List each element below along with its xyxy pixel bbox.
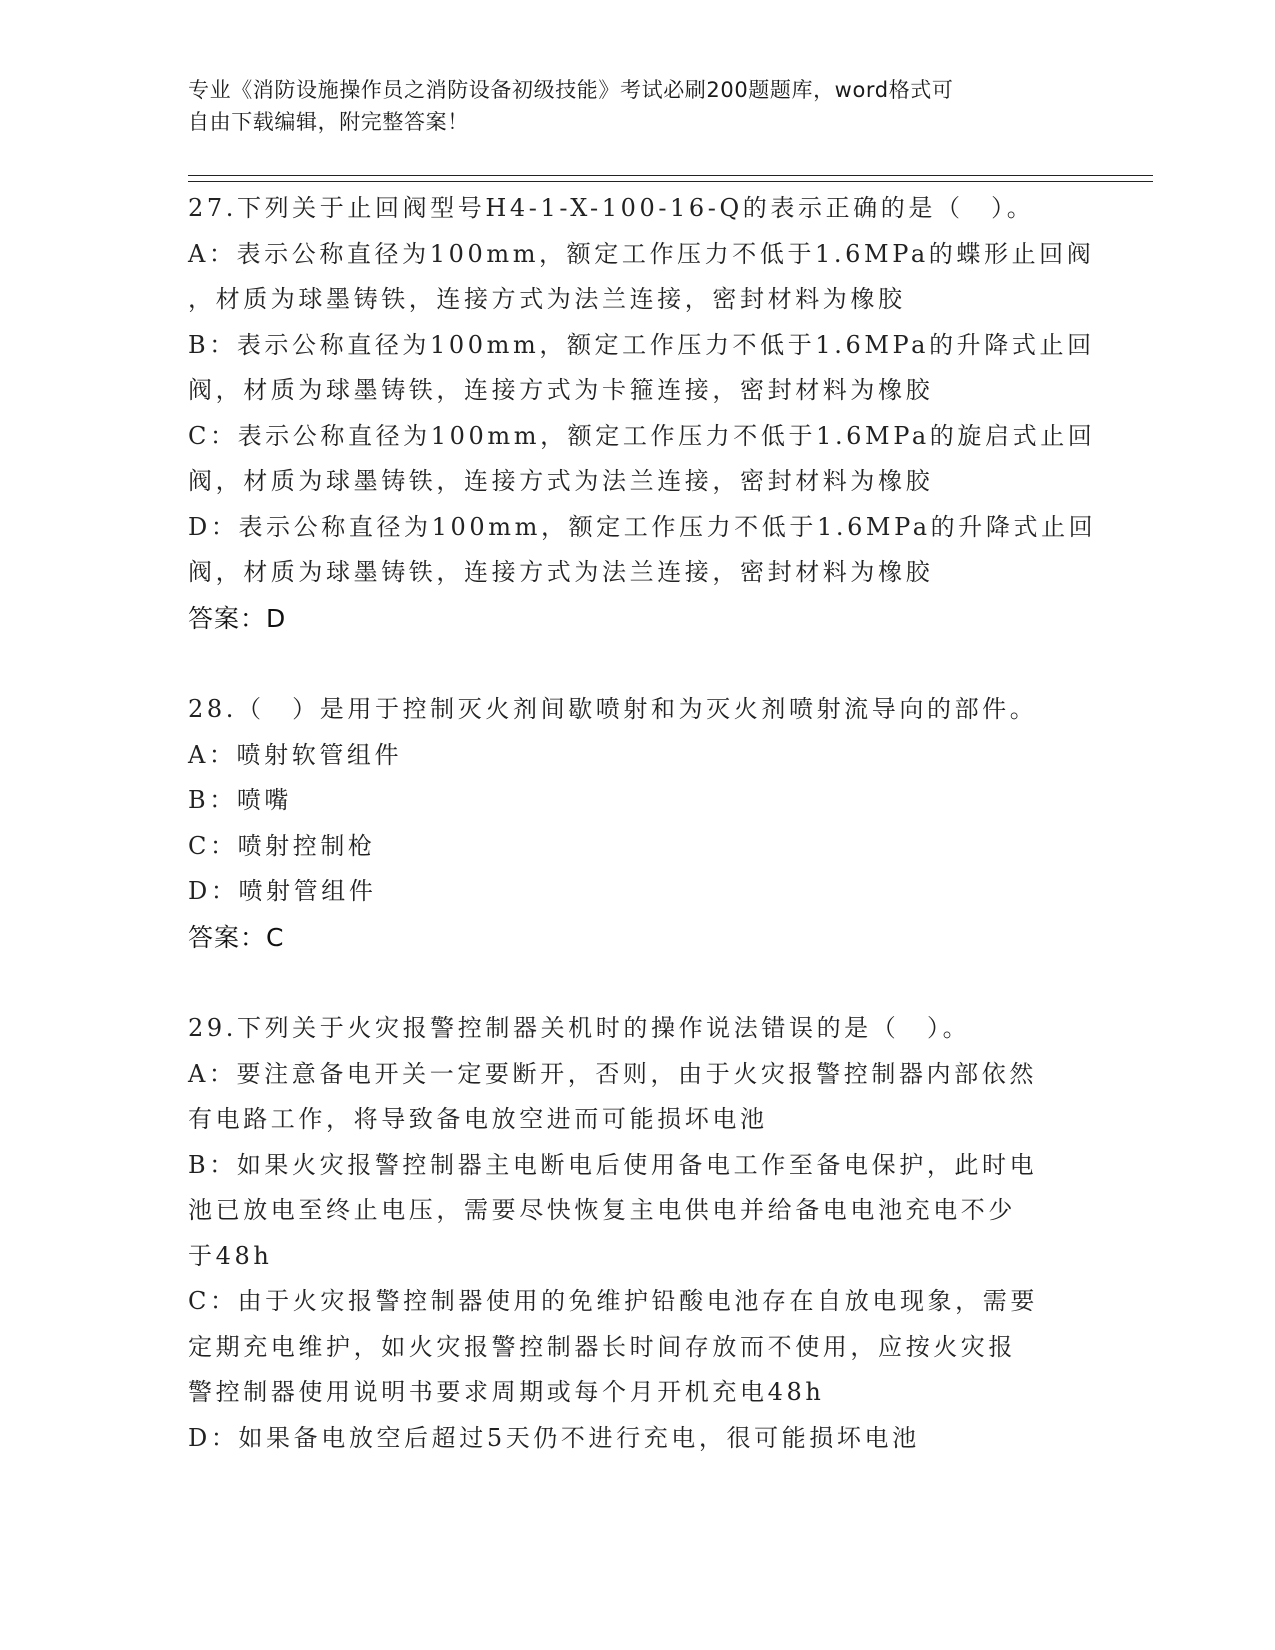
- question-27: [188, 186, 1097, 641]
- option-b-line-3: 于48h: [188, 1241, 273, 1270]
- option-a: A：喷射软管组件: [188, 740, 403, 769]
- option-a-line-2: ，材质为球墨铸铁，连接方式为法兰连接，密封材料为橡胶: [188, 285, 906, 313]
- option-a-line-1: A：要注意备电开关一定要断开，否则，由于火灾报警控制器内部依然: [188, 1059, 1037, 1088]
- option-a-line-1: A：表示公称直径为100mm，额定工作压力不低于1.6MPa的蝶形止回阀: [188, 239, 1095, 268]
- question-list: [188, 186, 1097, 1461]
- answer: 答案：C: [188, 922, 285, 952]
- document-header: [188, 74, 1068, 138]
- option-c: C：喷射控制枪: [188, 831, 376, 860]
- option-b-line-1: B：如果火灾报警控制器主电断电后使用备电工作至备电保护，此时电: [188, 1150, 1038, 1179]
- question-stem: 28.（ ）是用于控制灭火剂间歇喷射和为灭火剂喷射流导向的部件。: [188, 695, 1038, 723]
- header-line-2: 自由下载编辑，附完整答案！: [188, 110, 469, 134]
- option-a-line-2: 有电路工作，将导致备电放空进而可能损坏电池: [188, 1105, 768, 1133]
- question-spacer: [188, 641, 1088, 687]
- option-b-line-2: 池已放电至终止电压，需要尽快恢复主电供电并给备电电池充电不少: [188, 1196, 1016, 1224]
- answer: 答案：D: [188, 603, 287, 633]
- header-rule-bottom: [188, 181, 1153, 182]
- option-b-line-2: 阀，材质为球墨铸铁，连接方式为卡箍连接，密封材料为橡胶: [188, 376, 934, 404]
- option-c-line-3: 警控制器使用说明书要求周期或每个月开机充电48h: [188, 1378, 825, 1406]
- option-d-line-1: D：表示公称直径为100mm，额定工作压力不低于1.6MPa的升降式止回: [188, 512, 1097, 541]
- option-d-line-2: 阀，材质为球墨铸铁，连接方式为法兰连接，密封材料为橡胶: [188, 558, 934, 586]
- option-c-line-2: 定期充电维护，如火灾报警控制器长时间存放而不使用，应按火灾报: [188, 1332, 1016, 1361]
- option-b: B：喷嘴: [188, 786, 293, 814]
- option-c-line-2: 阀，材质为球墨铸铁，连接方式为法兰连接，密封材料为橡胶: [188, 467, 934, 495]
- option-b-line-1: B：表示公称直径为100mm，额定工作压力不低于1.6MPa的升降式止回: [188, 330, 1095, 359]
- option-c-line-1: C：由于火灾报警控制器使用的免维护铅酸电池存在自放电现象，需要: [188, 1287, 1038, 1315]
- question-spacer: [188, 960, 1088, 1006]
- question-29: [188, 1006, 1088, 1461]
- header-line-1: 专业《消防设施操作员之消防设备初级技能》考试必刷200题题库，word格式可: [188, 78, 954, 102]
- option-c-line-1: C：表示公称直径为100mm，额定工作压力不低于1.6MPa的旋启式止回: [188, 421, 1096, 450]
- option-d: D：喷射管组件: [188, 877, 377, 905]
- question-28: [188, 687, 1088, 960]
- header-rule-top: [188, 175, 1153, 176]
- question-stem: 29.下列关于火灾报警控制器关机时的操作说法错误的是（ ）。: [188, 1014, 971, 1042]
- question-stem: 27.下列关于止回阀型号H4-1-X-100-16-Q的表示正确的是（ ）。: [188, 194, 1035, 222]
- option-d-line-1: D：如果备电放空后超过5天仍不进行充电，很可能损坏电池: [188, 1423, 920, 1452]
